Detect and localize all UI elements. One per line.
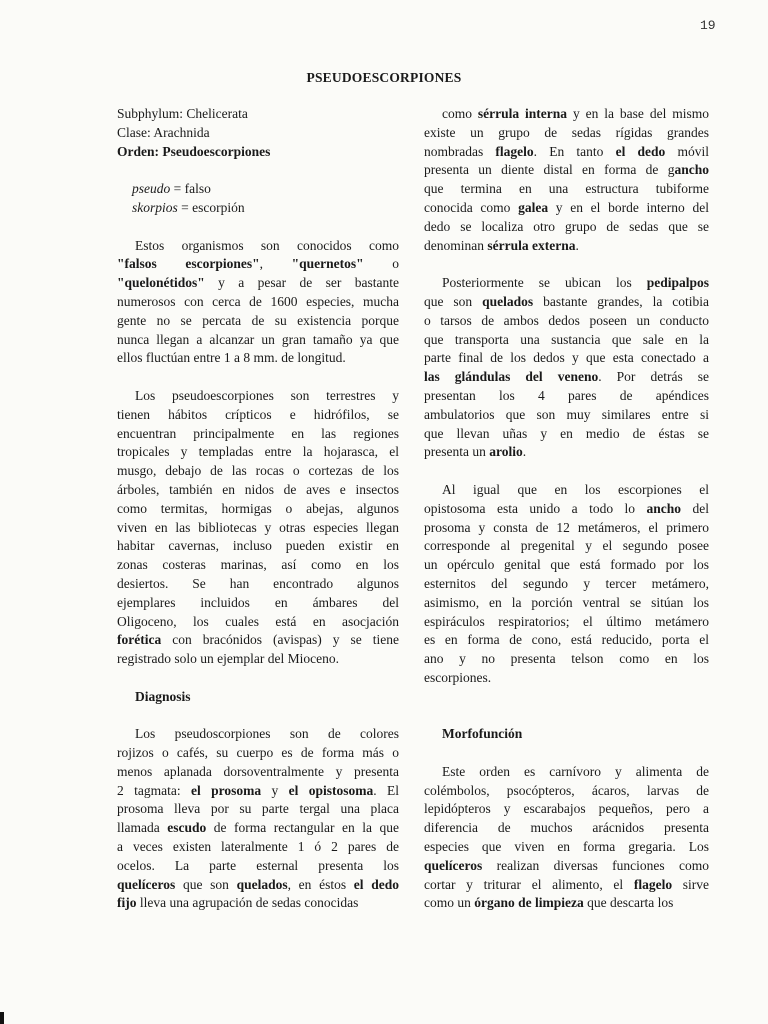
text-line: 2 tagmata: el prosoma y el opistosoma. El bbox=[117, 782, 399, 798]
paragraph-pedipalps bbox=[424, 274, 709, 462]
page-title: PSEUDOESCORPIONES bbox=[306, 70, 462, 85]
text-line: cortar y triturar el alimento, el flagelo sirve bbox=[424, 876, 709, 892]
paragraph-morfofuncion bbox=[424, 763, 709, 913]
text-line: como un órgano de limpieza que descarta los bbox=[424, 895, 674, 911]
text-line: "falsos escorpiones", "quernetos" o bbox=[117, 256, 399, 272]
text-line: presentan los 4 pares de apéndices bbox=[424, 387, 709, 403]
text-line: espiráculos respiratorios; el último metámero bbox=[424, 613, 709, 629]
text-line: conocida como galea y en el borde interno del bbox=[424, 199, 709, 215]
text-line: existe un grupo de sedas rígidas grandes bbox=[424, 124, 709, 140]
text-line: ejemplares incluidos en ámbares del bbox=[117, 594, 399, 610]
left-column bbox=[117, 105, 399, 913]
text-line: Al igual que en los escorpiones el bbox=[442, 481, 709, 497]
text-line: dedo se localiza otro grupo de sedas que se bbox=[424, 218, 709, 234]
taxonomy-clase: Clase: Arachnida bbox=[117, 124, 210, 140]
text-line: un opérculo genital que está formado por los bbox=[424, 557, 709, 573]
text-line: prosoma lleva por su parte tergal una placa bbox=[117, 801, 399, 817]
text-line: Este orden es carnívoro y alimenta de bbox=[442, 763, 709, 779]
text-line: Los pseudoescorpiones son terrestres y bbox=[135, 387, 399, 403]
text-line: a veces existen lateralmente 1 ó 2 pares de bbox=[117, 839, 399, 855]
text-line: presenta un diente distal en forma de gancho bbox=[424, 162, 709, 178]
text-line: quelíceros realizan diversas funciones como bbox=[424, 857, 709, 873]
taxonomy-orden: Orden: Pseudoescorpiones bbox=[117, 143, 271, 159]
text-line: que termina en una estructura tubiforme bbox=[424, 181, 709, 197]
text-line: registrado solo un ejemplar del Mioceno. bbox=[117, 651, 339, 667]
text-line: escorpiones. bbox=[424, 669, 492, 685]
morfofuncion-heading: Morfofunción bbox=[442, 726, 523, 742]
text-line: ambulatorios que son muy similares entre si bbox=[424, 406, 709, 422]
paragraph-opistosoma bbox=[424, 481, 709, 688]
text-line: menos aplanada dorsoventralmente y presenta bbox=[117, 763, 399, 779]
text-line: "quelonétidos" y a pesar de ser bastante bbox=[117, 275, 399, 291]
right-column bbox=[424, 105, 709, 913]
text-line: nombradas flagelo. En tanto el dedo móvil bbox=[424, 143, 709, 159]
text-line: denominan sérrula externa. bbox=[424, 237, 579, 253]
paragraph-diagnosis bbox=[117, 725, 399, 913]
text-line: que llevan uñas y en medio de éstas se bbox=[424, 425, 709, 441]
text-line: las glándulas del veneno. Por detrás se bbox=[424, 369, 709, 385]
text-line: colémbolos, psocópteros, ácaros, larvas de bbox=[424, 782, 709, 798]
text-line: zonas costeras marinas, así como en los bbox=[117, 557, 399, 573]
text-line: ano y no presenta telson como en los bbox=[424, 651, 709, 667]
text-line: forética con bracónidos (avispas) y se tiene bbox=[117, 632, 399, 648]
text-line: gente no se percata de su existencia porque bbox=[117, 312, 399, 328]
text-line: diferencia de muchos arácnidos presenta bbox=[424, 820, 709, 836]
text-line: es en forma de cono, está reducido, porta el bbox=[424, 632, 709, 648]
text-line: Estos organismos son conocidos como bbox=[135, 237, 399, 253]
text-line: que son quelados bastante grandes, la cotibia bbox=[424, 293, 709, 309]
etymology-skorpios: skorpios = escorpión bbox=[132, 199, 245, 215]
text-line: tropicales y templadas entre la hojarasca, el bbox=[117, 444, 399, 460]
text-line: nunca llegan a alcanzar un gran tamaño ya que bbox=[117, 331, 399, 347]
text-line: lepidópteros y escarabajos pequeños, pero a bbox=[424, 801, 709, 817]
text-line: numerosos con cerca de 1600 especies, mucha bbox=[117, 293, 399, 309]
text-line: desiertos. Se han encontrado algunos bbox=[117, 575, 399, 591]
taxonomy-subphylum: Subphylum: Chelicerata bbox=[117, 106, 248, 121]
text-line: llamada escudo de forma rectangular en la que bbox=[117, 820, 399, 836]
text-line: viven en las bibliotecas y otras especies llegan bbox=[117, 519, 399, 535]
text-line: esternitos del segundo y tercer metámero, bbox=[424, 575, 709, 591]
text-line: asimismo, en la porción ventral se sitúan los bbox=[424, 594, 709, 610]
text-line: especies que viven en forma gregaria. Los bbox=[424, 839, 709, 855]
text-line: musgo, debajo de las rocas o cortezas de los bbox=[117, 463, 399, 479]
text-line: o tarsos de ambos dedos poseen un conducto bbox=[424, 312, 709, 328]
page-number: 19 bbox=[700, 18, 716, 33]
text-line: Posteriormente se ubican los pedipalpos bbox=[442, 275, 709, 291]
etymology-pseudo: pseudo = falso bbox=[132, 181, 211, 197]
text-line: árboles, también en nidos de aves e insectos bbox=[117, 481, 399, 497]
text-line: Los pseudoscorpiones son de colores bbox=[135, 726, 399, 742]
paragraph-chelicerae bbox=[424, 105, 709, 255]
text-line: prosoma y consta de 12 metámeros, el primero bbox=[424, 519, 709, 535]
scan-edge-mark bbox=[0, 1012, 4, 1024]
text-line: tienen hábitos crípticos e hidrófilos, se bbox=[117, 406, 399, 422]
text-line: como sérrula interna y en la base del mismo bbox=[442, 106, 709, 121]
text-line: como termitas, hormigas o abejas, algunos bbox=[117, 500, 399, 516]
paragraph-intro bbox=[117, 237, 399, 369]
text-line: Oligoceno, los cuales está en asocjación bbox=[117, 613, 399, 629]
diagnosis-heading: Diagnosis bbox=[135, 688, 191, 704]
text-line: habitar cavernas, incluso pueden existir en bbox=[117, 538, 399, 554]
text-line: quelíceros que son quelados, en éstos el dedo bbox=[117, 876, 399, 892]
text-line: corresponde al pregenital y el segundo posee bbox=[424, 538, 709, 554]
text-line: encuentran principalmente en las regiones bbox=[117, 425, 399, 441]
paragraph-habitat bbox=[117, 387, 399, 669]
text-line: fijo lleva una agrupación de sedas conocidas bbox=[117, 895, 359, 911]
text-line: que transporta una sustancia que sale en la bbox=[424, 331, 709, 347]
text-line: parte final de los dedos y que esta conectado a bbox=[424, 350, 709, 366]
text-line: opistosoma esta unido a todo lo ancho del bbox=[424, 500, 709, 516]
text-line: ocelos. La parte esternal presenta los bbox=[117, 857, 399, 873]
text-line: presenta un arolio. bbox=[424, 444, 527, 460]
text-line: rojizos o cafés, su cuerpo es de forma más o bbox=[117, 745, 399, 761]
text-line: ellos fluctúan entre 1 a 8 mm. de longitud. bbox=[117, 350, 346, 366]
